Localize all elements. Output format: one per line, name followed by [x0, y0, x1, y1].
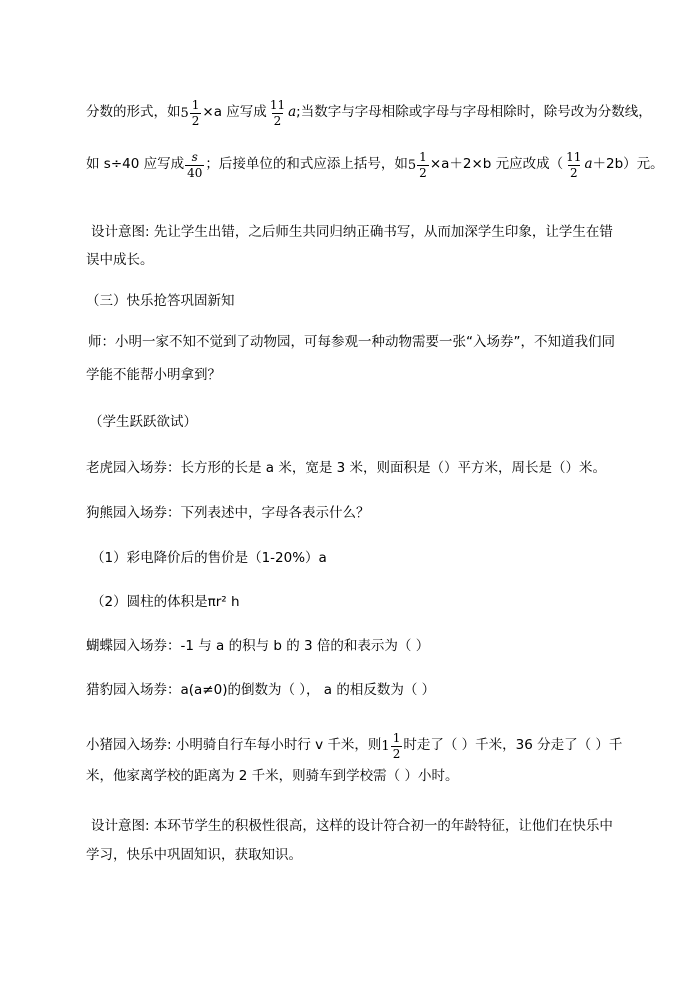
text-run: 如 s÷40 应写成 — [86, 156, 185, 173]
mixed-number-whole: 5 — [180, 105, 189, 121]
fraction — [564, 151, 583, 179]
fraction — [185, 151, 204, 179]
text-run: 时走了（ ）千米，36 分走了（ ）千 — [403, 737, 623, 754]
text-run: 分数的形式，如 — [86, 104, 181, 121]
fraction — [190, 99, 202, 127]
teacher-line: 学能不能帮小明拿到？ — [86, 367, 221, 383]
variable: a — [288, 104, 297, 121]
variable: a — [584, 156, 593, 173]
design-intent-line: 学习，快乐中巩固知识，获取知识。 — [86, 847, 302, 863]
leopard-ticket: 猎豹园入场券：a(a≠0)的倒数为（ ）， a 的相反数为（ ） — [86, 682, 436, 698]
section-title: （三）快乐抢答巩固新知 — [86, 293, 235, 309]
fraction — [268, 99, 287, 127]
design-intent-line: 设计意图: 本环节学生的积极性很高，这样的设计符合初一的年龄特征，让他们在快乐中 — [91, 818, 613, 834]
design-intent-line: 设计意图: 先让学生出错，之后师生共同归纳正确书写，从而加深学生印象，让学生在错 — [91, 224, 613, 240]
question-item-2: （2）圆柱的体积是πr² h — [91, 594, 240, 610]
paragraph-line — [86, 151, 664, 179]
fraction-denominator: 2 — [191, 113, 200, 128]
fraction-denominator: 2 — [569, 165, 578, 180]
text-run: ＋2b）元。 — [592, 156, 664, 173]
teacher-line: 师：小明一家不知不觉到了动物园，可每参观一种动物需要一张“入场券”，不知道我们同 — [88, 334, 615, 350]
paragraph-line — [86, 99, 652, 127]
fraction — [417, 151, 429, 179]
tiger-ticket: 老虎园入场券：长方形的长是 a 米，宽是 3 米，则面积是（）平方米，周长是（）米。 — [86, 460, 607, 476]
text-run: ×a 应写成 — [202, 104, 267, 121]
question-item-1: （1）彩电降价后的售价是（1-20%）a — [91, 550, 327, 566]
fraction-numerator: 1 — [392, 731, 401, 745]
fraction-numerator: 11 — [566, 150, 582, 164]
panda-ticket: 狗熊园入场券：下列表述中，字母各表示什么？ — [86, 505, 370, 521]
pig-ticket-line: 米，他家离学校的距离为 2 千米，则骑车到学校需（ ）小时。 — [86, 768, 459, 784]
butterfly-ticket: 蝴蝶园入场券：-1 与 a 的积与 b 的 3 倍的和表示为（ ） — [86, 638, 430, 654]
fraction-denominator: 2 — [419, 165, 427, 180]
fraction — [391, 732, 403, 760]
fraction-denominator: 40 — [187, 165, 203, 180]
text-run: ;当数字与字母相除或字母与字母相除时，除号改为分数线， — [296, 104, 652, 121]
fraction-denominator: 2 — [392, 746, 401, 761]
design-intent-line: 误中成长。 — [86, 252, 154, 268]
fraction-numerator: s — [191, 150, 198, 164]
mixed-number-whole: 1 — [381, 738, 390, 754]
text-run: 小猪园入场券: 小明骑自行车每小时行 v 千米，则 — [86, 737, 382, 754]
mixed-number-whole: 5 — [407, 157, 417, 173]
fraction-numerator: 1 — [191, 98, 200, 112]
students-note: （学生跃跃欲试） — [89, 414, 197, 430]
text-run: ；后接单位的和式应添上括号，如 — [205, 156, 408, 173]
text-run: ×a＋2×b 元应改成（ — [429, 156, 564, 173]
pig-ticket-line — [86, 732, 622, 760]
fraction-numerator: 1 — [419, 150, 427, 164]
fraction-numerator: 11 — [269, 98, 286, 112]
fraction-denominator: 2 — [273, 113, 282, 128]
